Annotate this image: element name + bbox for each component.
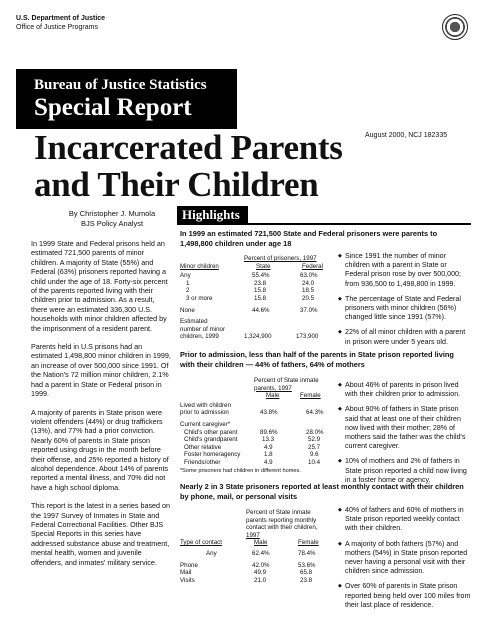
dateline: August 2000, NCJ 182335 <box>365 132 448 139</box>
table-group-header: Percent of State inmate <box>246 509 311 516</box>
table-cell: Phone <box>180 561 198 569</box>
table-group-header: contact with their children, <box>246 524 318 532</box>
table-cell: 53.6% <box>298 561 316 569</box>
highlights-rule <box>177 223 471 225</box>
table-cell: 78.4% <box>298 549 316 557</box>
agency-header <box>16 14 105 32</box>
list-item: ◆ About 46% of parents in prison lived with their children prior to admission. <box>338 381 472 399</box>
table-cell: 28.0% <box>306 428 324 436</box>
list-item: ◆ A majority of both fathers (57%) and mothers (54%) in State prison reported never having a personal visit with their children since admission. <box>338 540 472 577</box>
table-cell: 65.8 <box>300 569 313 577</box>
table-cell: Current caregiver* <box>180 420 231 428</box>
column-header: Female <box>298 539 319 547</box>
table-cell: 49.9 <box>254 569 267 577</box>
section2-heading: Prior to admission, less than half of the parents in State prison reported living with their children — 44% of fathers, 64% of mothers <box>180 350 454 369</box>
table-cell: Any <box>206 549 217 557</box>
table-cell: 25.7 <box>308 443 321 451</box>
intro-column <box>31 239 171 576</box>
table-cell: 20.5 <box>302 294 315 302</box>
column-header: Male <box>254 539 268 547</box>
section3-table <box>180 509 332 584</box>
list-item: ◆ Since 1991 the number of minor children with a parent in State or Federal prison rose by over 500,000; from 936,500 to 1,498,800 in 1999. <box>338 252 472 289</box>
column-header: Male <box>266 392 280 400</box>
report-banner <box>16 69 237 129</box>
report-title <box>34 129 343 203</box>
table-cell: Lived with children <box>180 401 231 409</box>
table-cell: Foster home/agency <box>184 451 241 459</box>
table-cell: Other relative <box>184 443 222 451</box>
table-cell: 23.8 <box>300 576 313 584</box>
list-item: ◆ 10% of mothers and 2% of fathers in State prison reported a child now living in a foster home or agency. <box>338 457 472 485</box>
table-cell: Mail <box>180 569 192 577</box>
column-header: Minor children <box>180 262 219 270</box>
column-header: Female <box>300 392 321 400</box>
section1-heading: In 1999 an estimated 721,500 State and Federal prisoners were parents to 1,498,800 children under age 18 <box>180 229 438 248</box>
table-cell: number of minor <box>180 325 226 333</box>
department-name: U.S. Department of Justice <box>16 15 106 22</box>
table-cell: 62.4% <box>252 549 270 557</box>
table-cell: 9.6 <box>310 451 319 459</box>
series-name: Bureau of Justice Statistics <box>34 77 207 93</box>
table-cell: 37.0% <box>300 306 318 314</box>
table-group-header: parents, 1997 <box>254 384 292 392</box>
table-cell: 89.6% <box>260 428 278 436</box>
paragraph: In 1999 State and Federal prisons held an estimated 721,500 parents of minor children. A majority of State (55%) and Federal (63%) prisoners reported having a child under the age of 18. Forty-six percent of the parents reported living with their children prior to admission. As a result, there were an estimated 336,300 U.S. households with minor children affected by the imprisonment of a resident parent. <box>31 239 168 333</box>
list-item: ◆ About 90% of fathers in State prison said that at least one of their children now lived with their mother; 28% of mothers said the father was the child's current caregiver. <box>338 405 472 451</box>
list-item: ◆ Over 60% of parents in State prison reported being held over 100 miles from their last place of residence. <box>338 582 472 610</box>
table-cell: 3 or more <box>186 294 213 302</box>
title-line-2: and Their Children <box>34 165 319 204</box>
paragraph: Parents held in U.S prisons had an estimated 1,498,800 minor children in 1999, an increase of over 500,000 since 1991. Of the Nation's 72 million minor children, 2.1% had a parent in State or Federal prison in 1999. <box>31 342 171 399</box>
table-cell: 18.5 <box>302 287 315 295</box>
author-role: BJS Policy Analyst <box>80 219 144 228</box>
section3-bullets <box>338 506 472 616</box>
paragraph: A majority of parents in State prison were violent offenders (44%) or drug traffickers (13%), and 77% had a prior conviction. Nearly 60% of parents in State prison reported using drugs in the month before their offense, and 25% reported a history of alcohol dependence. About 14% of parents reported a mental illness, and 70% did not have a high school diploma. <box>31 407 169 492</box>
table-cell: 23.8 <box>254 279 267 287</box>
section1-table <box>180 255 332 341</box>
table-cell: 63.0% <box>300 272 318 280</box>
highlights-label: Highlights <box>177 206 248 224</box>
author: By Christopher J. Mumola <box>68 209 156 218</box>
table-cell: 15.8 <box>254 287 267 295</box>
table-footnote: *Some prisoners had children in different homes. <box>180 467 301 474</box>
table-cell: children, 1999 <box>180 333 219 341</box>
table-cell: 1 <box>186 279 190 287</box>
table-cell: 42.0% <box>252 561 270 569</box>
table-cell: 24.0 <box>302 279 315 287</box>
table-cell: 173,900 <box>296 333 319 341</box>
table-cell: None <box>180 306 195 314</box>
section2-table <box>180 377 332 475</box>
table-cell: Friends/other <box>184 458 221 466</box>
byline <box>52 209 172 229</box>
table-group-header: parents reporting monthly <box>246 516 317 524</box>
list-item: ◆ 22% of all minor children with a parent in prison were under 5 years old. <box>338 328 472 346</box>
table-cell: 43.8% <box>260 409 278 417</box>
table-group-header: 1997 <box>246 531 260 539</box>
table-cell: Estimated <box>180 318 208 326</box>
column-header: State <box>256 262 271 270</box>
column-header: Federal <box>302 262 323 270</box>
table-cell: 55.4% <box>252 272 270 280</box>
office-name: Office of Justice Programs <box>16 24 98 31</box>
table-cell: 52.9 <box>308 436 321 444</box>
table-cell: 10.4 <box>308 458 321 466</box>
table-cell: Visits <box>180 576 195 584</box>
section3-heading: Nearly 2 in 3 State prisoners reported at least monthly contact with their children by phone, mail, or personal visits <box>180 482 464 501</box>
table-group-header: Percent of State inmate <box>254 377 319 384</box>
section1-bullets <box>338 252 472 353</box>
table-cell: Any <box>180 272 191 280</box>
table-cell: 21.0 <box>254 576 267 584</box>
table-cell: 1,324,900 <box>244 333 272 341</box>
table-cell: 1.8 <box>264 451 273 459</box>
section2-bullets <box>338 381 472 491</box>
table-cell: 4.9 <box>264 443 273 451</box>
table-cell: 13.3 <box>262 436 275 444</box>
table-cell: Child's other parent <box>184 428 238 436</box>
list-item: ◆ The percentage of State and Federal prisoners with minor children (56%) changed little since 1991 (57%). <box>338 295 472 323</box>
table-cell: 15.8 <box>254 294 267 302</box>
title-line-1: Incarcerated Parents <box>34 128 343 167</box>
table-cell: 2 <box>186 287 190 295</box>
department-seal-icon <box>442 14 468 40</box>
report-type: Special Report <box>34 94 192 121</box>
table-cell: 4.9 <box>264 458 273 466</box>
table-group-header: Percent of prisoners, 1997 <box>244 255 317 262</box>
table-cell: 64.3% <box>306 409 324 417</box>
table-cell: 44.6% <box>252 306 270 314</box>
list-item: ◆ 40% of fathers and 60% of mothers in State prison reported weekly contact with their children. <box>338 506 472 534</box>
table-cell: Child's grandparent <box>184 436 238 444</box>
table-cell: prior to admission <box>180 409 229 417</box>
paragraph: This report is the latest in a series based on the 1997 Survey of Inmates in State and Federal Correctional Facilities. Other BJS Special Reports in this series have addressed substance abuse and treatment, mental health, women and juvenile offenders, and inmates' military service. <box>31 501 171 567</box>
column-header: Type of contact <box>180 539 222 547</box>
